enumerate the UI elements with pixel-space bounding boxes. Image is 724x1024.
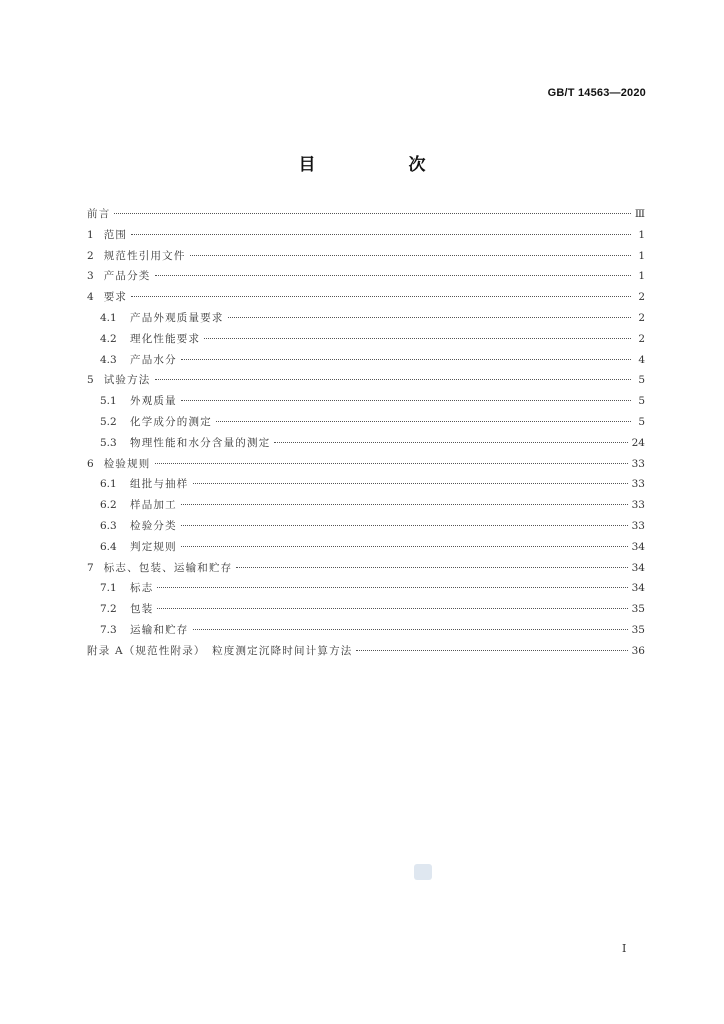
toc-entry-label: 外观质量 [130,395,177,408]
dot-leader [157,587,627,588]
toc-entry[interactable] [87,476,645,497]
toc-entry-number: 2 [87,249,94,262]
toc-entry-page: 5 [638,415,645,428]
toc-entry-page: 34 [631,540,645,553]
toc-entry-label: 前言 [87,208,111,220]
toc-entry[interactable] [87,352,645,373]
toc-entry-number: 1 [87,228,94,241]
toc-entry-page: 33 [631,499,645,512]
dot-leader [228,317,631,318]
toc-entry[interactable] [87,393,645,414]
toc-entry-page: 36 [631,644,645,657]
dot-leader [216,421,631,422]
dot-leader [114,213,630,214]
page-title: 目 次 [298,155,464,175]
toc-entry-label: 运输和贮存 [130,623,189,636]
dot-leader [181,525,628,526]
dot-leader [204,338,631,339]
toc-entry[interactable] [87,456,645,477]
dot-leader [157,608,627,609]
toc-entry-number: 7.3 [100,623,117,636]
toc-entry-number: 7 [87,561,94,574]
toc-entry-page: 5 [638,374,645,387]
toc-entry-label: 产品外观质量要求 [130,311,224,324]
toc-entry-page: 35 [631,623,645,636]
dot-leader [181,504,628,505]
toc-entry-page: 33 [631,478,645,491]
toc-entry-label: 产品水分 [130,353,177,366]
toc-entry-number: 6.2 [100,499,117,512]
toc-entry[interactable] [87,206,645,227]
standard-code: GB/T 14563—2020 [547,87,646,99]
toc-entry-page: 4 [638,353,645,366]
toc-entry-page: 2 [638,311,645,324]
toc-entry-label: 产品分类 [103,270,151,283]
toc-entry-page: 1 [638,270,645,283]
toc-entry-page: 2 [638,291,645,304]
toc-entry-label: 附录 A（规范性附录） 粒度测定沉降时间计算方法 [87,644,353,657]
toc-entry-label: 标志、包装、运输和贮存 [103,561,233,574]
toc-entry-page: 35 [631,603,645,616]
toc-entry-page: Ⅲ [634,208,645,220]
toc-entry-number: 5.3 [100,436,117,449]
toc-entry[interactable] [87,331,645,352]
toc-entry-page: 1 [638,228,645,241]
page-number: I [622,942,627,955]
dot-leader [236,567,627,568]
toc-entry-number: 3 [87,270,94,283]
table-of-contents [87,206,645,664]
toc-entry-page: 33 [631,457,645,470]
toc-entry-label: 范围 [103,228,128,241]
dot-leader [181,400,631,401]
toc-entry[interactable] [87,414,645,435]
toc-entry[interactable] [87,310,645,331]
dot-leader [356,650,627,651]
toc-entry-page: 33 [631,519,645,532]
dot-leader [131,234,631,235]
toc-entry-number: 5 [87,374,94,387]
toc-entry-number: 6.3 [100,519,117,532]
toc-entry-page: 2 [638,332,645,345]
toc-entry-number: 7.2 [100,603,117,616]
toc-entry[interactable] [87,497,645,518]
toc-entry-label: 包装 [130,603,154,616]
toc-entry-label: 样品加工 [130,499,177,512]
toc-entry[interactable] [87,539,645,560]
dot-leader [193,629,628,630]
dot-leader [190,255,631,256]
toc-entry[interactable] [87,268,645,289]
toc-entry-number: 4.1 [100,311,117,324]
toc-entry-label: 组批与抽样 [130,478,189,491]
dot-leader [181,546,628,547]
toc-entry[interactable] [87,580,645,601]
toc-entry-page: 24 [631,436,645,449]
toc-entry-label: 检验规则 [103,457,151,470]
dot-leader [274,442,627,443]
toc-entry[interactable] [87,248,645,269]
toc-entry[interactable] [87,227,645,248]
toc-entry-number: 6.4 [100,540,117,553]
toc-entry-label: 理化性能要求 [130,332,201,345]
toc-entry[interactable] [87,289,645,310]
toc-entry-number: 6 [87,457,94,470]
dot-leader [193,483,628,484]
toc-entry-page: 5 [638,395,645,408]
toc-entry-label: 判定规则 [130,540,177,553]
toc-entry-number: 4 [87,291,94,304]
toc-entry-number: 4.3 [100,353,117,366]
toc-entry-label: 规范性引用文件 [103,249,186,262]
toc-entry[interactable] [87,601,645,622]
toc-entry-page: 34 [631,582,645,595]
toc-entry-label: 检验分类 [130,519,177,532]
toc-entry-page: 1 [638,249,645,262]
toc-entry-number: 5.2 [100,415,117,428]
dot-leader [131,296,631,297]
toc-entry-label: 要求 [103,291,128,304]
toc-entry-number: 5.1 [100,395,117,408]
toc-entry-number: 6.1 [100,478,117,491]
toc-entry-label: 物理性能和水分含量的测定 [130,436,271,449]
dot-leader [181,359,631,360]
toc-entry[interactable] [87,435,645,456]
toc-entry-label: 化学成分的测定 [130,415,212,428]
toc-entry[interactable] [87,560,645,581]
toc-entry[interactable] [87,643,645,664]
toc-entry[interactable] [87,372,645,393]
toc-entry[interactable] [87,518,645,539]
watermark-logo [414,864,432,880]
toc-entry-number: 4.2 [100,332,117,345]
dot-leader [155,463,628,464]
dot-leader [155,275,632,276]
dot-leader [155,379,632,380]
toc-entry-page: 34 [631,561,645,574]
toc-entry-label: 试验方法 [103,374,151,387]
toc-entry-label: 标志 [130,582,154,595]
toc-entry[interactable] [87,622,645,643]
toc-entry-number: 7.1 [100,582,117,595]
